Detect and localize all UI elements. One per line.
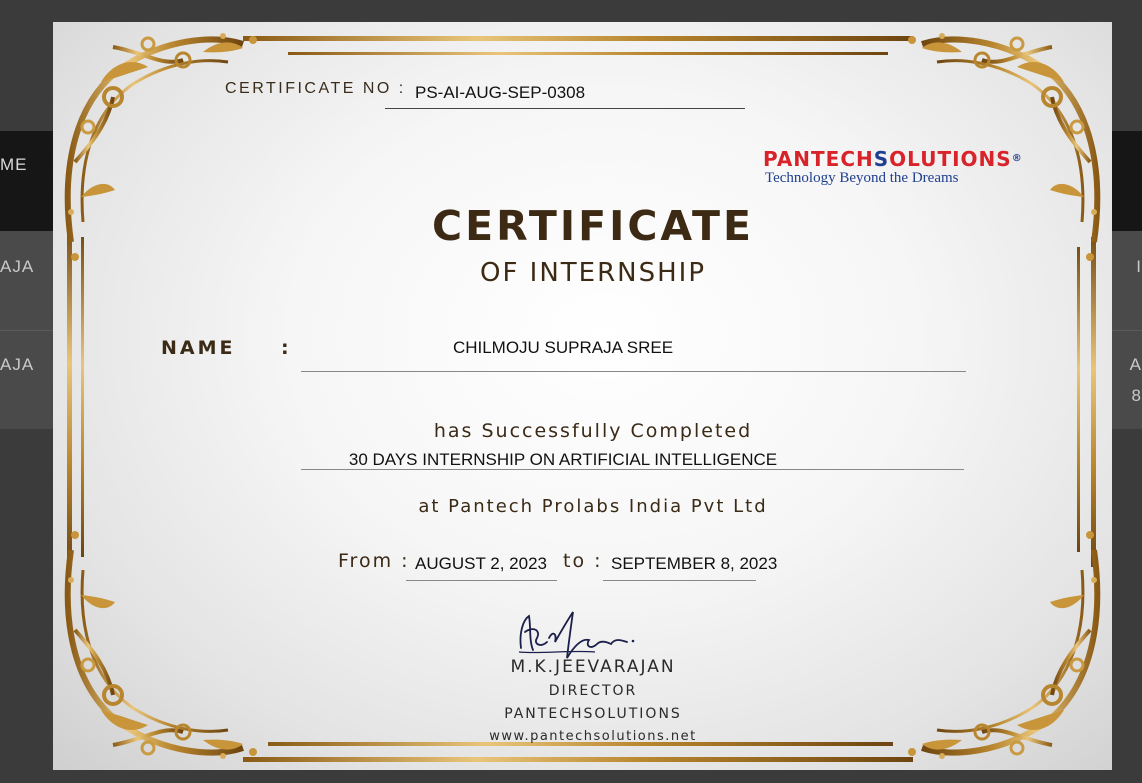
background-row-1-right-text: I (1136, 257, 1142, 276)
logo-brand-part-2: S (873, 147, 890, 171)
signatory-company: PANTECHSOLUTIONS (504, 706, 682, 722)
certificate-number-value: PS-AI-AUG-SEP-0308 (415, 83, 586, 102)
certificate-number-label: CERTIFICATE NO : (225, 80, 406, 97)
name-underline (301, 371, 966, 372)
course-title: 30 DAYS INTERNSHIP ON ARTIFICIAL INTELLIGENCE (348, 450, 778, 469)
recipient-name: CHILMOJU SUPRAJA SREE (452, 338, 674, 357)
logo-brand-part-1: PANTECH (763, 147, 874, 171)
signatory-name: M.K.JEEVARAJAN (510, 657, 676, 677)
course-underline (301, 469, 964, 470)
logo-brand-part-3: OLUTIONS (889, 147, 1012, 171)
from-label: From : (338, 550, 410, 572)
signatory-title: DIRECTOR (548, 683, 638, 699)
pantech-logo (763, 147, 1023, 186)
end-date: SEPTEMBER 8, 2023 (611, 554, 778, 573)
completion-statement: has Successfully Completed (433, 420, 753, 442)
start-date: AUGUST 2, 2023 (415, 554, 547, 573)
logo-registered-mark: ® (1011, 153, 1023, 164)
to-label: to : (563, 550, 603, 572)
background-nav-item[interactable]: ME (0, 155, 28, 174)
certificate-title: CERTIFICATE (432, 202, 754, 250)
background-row-3-right-text: 8 (1131, 386, 1142, 405)
background-row-2-text: AJA (0, 355, 35, 374)
name-label: NAME (161, 337, 236, 359)
background-row-2-right-text: A (1129, 355, 1142, 374)
start-date-underline (406, 580, 557, 581)
end-date-underline (603, 580, 756, 581)
logo-tagline: Technology Beyond the Dreams (765, 170, 959, 186)
certificate-number-underline (385, 108, 745, 109)
background-row-1-text: AJA (0, 257, 35, 276)
certificate-modal (53, 22, 1112, 770)
logo-wordmark (763, 147, 1023, 171)
certificate-subtitle: OF INTERNSHIP (479, 258, 707, 288)
company-statement: at Pantech Prolabs India Pvt Ltd (418, 496, 768, 517)
company-website: www.pantechsolutions.net (489, 729, 697, 744)
name-colon: : (281, 337, 289, 359)
